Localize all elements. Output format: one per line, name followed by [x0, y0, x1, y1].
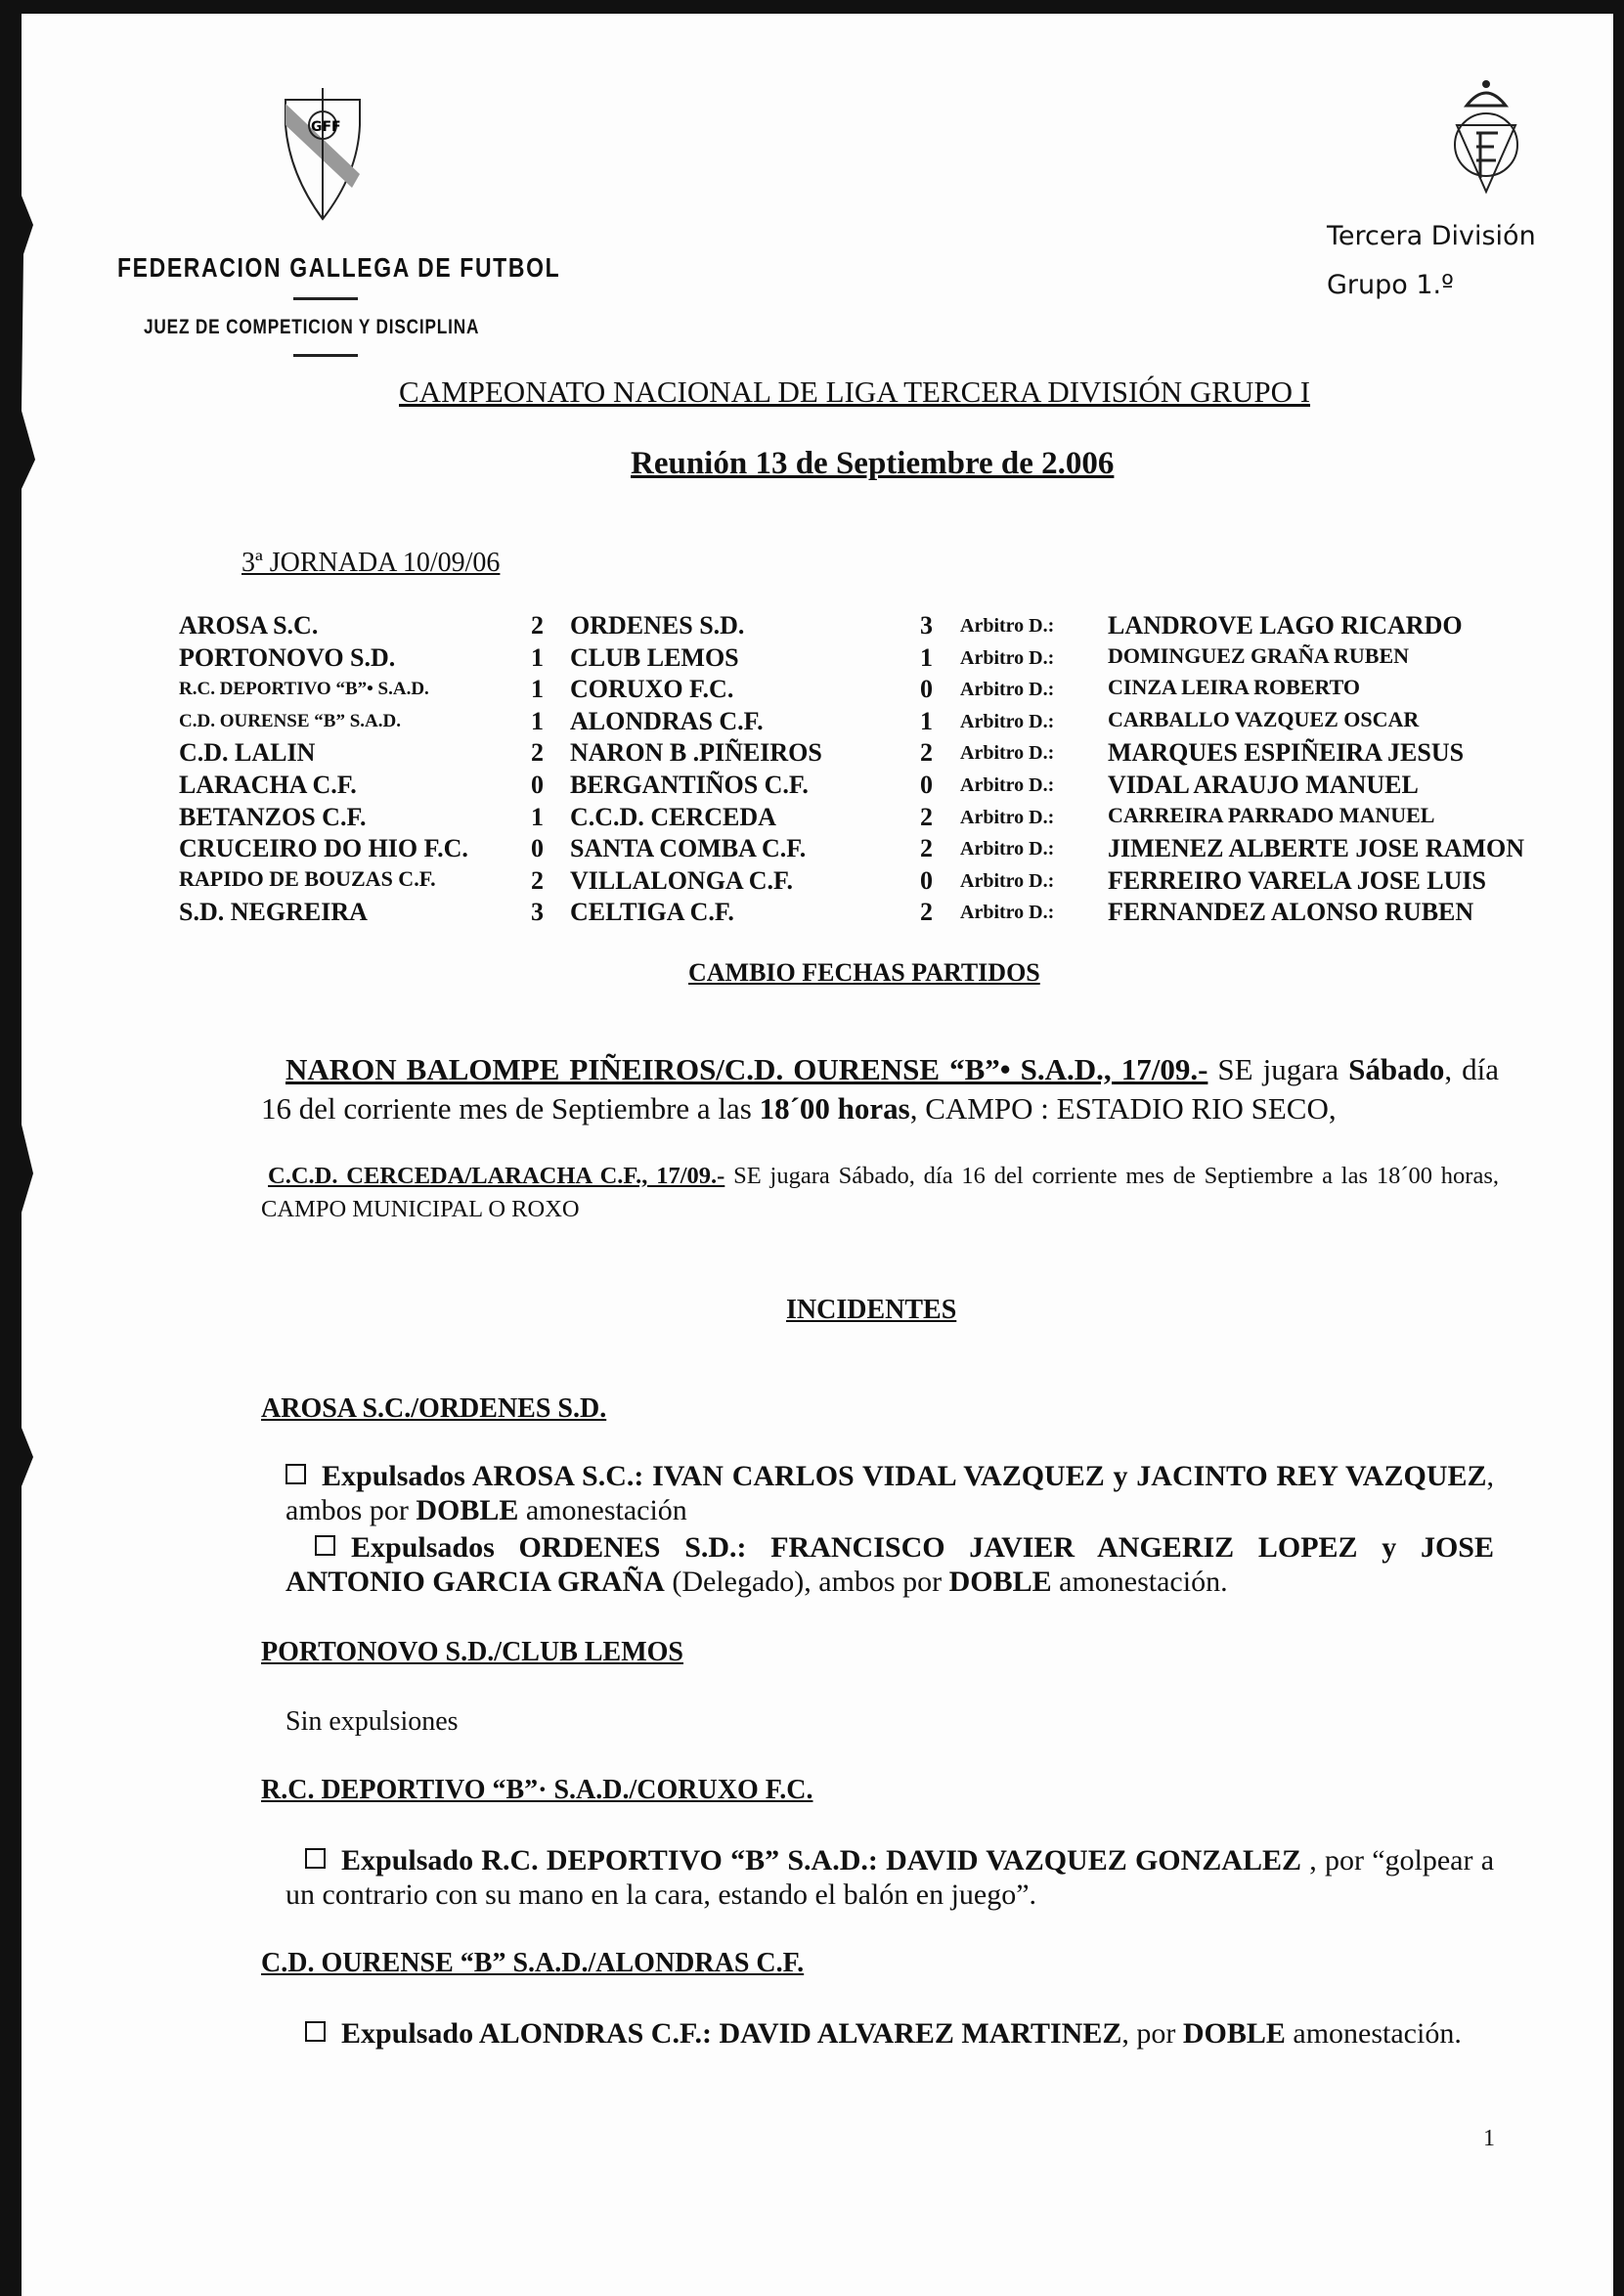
- match-row: [0, 707, 1624, 738]
- home-score: 2: [531, 865, 544, 895]
- home-team: AROSA S.C.: [179, 611, 319, 640]
- incident-bullet: [285, 1843, 1494, 1912]
- incident-bullet: [285, 1530, 1494, 1599]
- match-row: [0, 898, 1624, 929]
- group-label: Grupo 1.º: [1327, 270, 1454, 300]
- referee-label: Arbitro D.:: [960, 838, 1055, 861]
- away-score: 1: [920, 706, 933, 735]
- match-row: [0, 803, 1624, 834]
- schedule-changes-heading: CAMBIO FECHAS PARTIDOS: [688, 958, 1040, 987]
- away-team: CELTIGA C.F.: [570, 898, 734, 927]
- galician-federation-logo: [282, 86, 366, 223]
- home-score: 2: [531, 738, 544, 768]
- checkbox-bullet-icon: [305, 1848, 326, 1869]
- text: DOBLE: [416, 1494, 519, 1526]
- checkbox-bullet-icon: [305, 2021, 326, 2042]
- home-team: C.D. LALIN: [179, 738, 316, 768]
- text: DOBLE: [1182, 2017, 1286, 2050]
- away-team: BERGANTIÑOS C.F.: [570, 771, 809, 799]
- division-label: Tercera División: [1327, 221, 1536, 251]
- text: amonestación.: [1285, 2017, 1462, 2050]
- away-score: 2: [920, 802, 933, 831]
- referee-name: VIDAL ARAUJO MANUEL: [1108, 771, 1419, 799]
- incident-heading: R.C. DEPORTIVO “B”· S.A.D./CORUXO F.C.: [261, 1775, 813, 1805]
- referee-name: FERREIRO VARELA JOSE LUIS: [1108, 865, 1486, 895]
- referee-name: MARQUES ESPIÑEIRA JESUS: [1108, 738, 1465, 768]
- away-score: 3: [920, 611, 933, 640]
- page-number: 1: [1483, 2126, 1495, 2151]
- federation-name: FEDERACION GALLEGA DE FUTBOL: [117, 252, 561, 283]
- away-score: 0: [920, 675, 933, 704]
- away-team: SANTA COMBA C.F.: [570, 834, 807, 863]
- match-row: [0, 611, 1624, 642]
- match-row: [0, 738, 1624, 770]
- away-team: ALONDRAS C.F.: [570, 706, 764, 735]
- away-score: 2: [920, 738, 933, 768]
- away-score: 2: [920, 898, 933, 927]
- incident-bullet: [285, 2016, 1494, 2051]
- text: , ambos por: [804, 1566, 949, 1598]
- checkbox-bullet-icon: [285, 1464, 306, 1484]
- home-team: PORTONOVO S.D.: [179, 642, 396, 672]
- text: amonestación: [518, 1494, 687, 1526]
- match-row: [0, 643, 1624, 675]
- schedule-change-item: [261, 1050, 1499, 1128]
- home-score: 1: [531, 642, 544, 672]
- text: (Delegado): [664, 1566, 805, 1598]
- schedule-change-item: [261, 1160, 1499, 1226]
- home-score: 1: [531, 706, 544, 735]
- match-reference: C.C.D. CERCEDA/LARACHA C.F., 17/09.-: [268, 1163, 725, 1189]
- incident-bullet: [285, 1459, 1494, 1527]
- text: DOBLE: [948, 1566, 1052, 1598]
- away-team: ORDENES S.D.: [570, 611, 745, 640]
- match-row: [0, 866, 1624, 898]
- home-team: R.C. DEPORTIVO “B”• S.A.D.: [179, 679, 429, 700]
- text: amonestación.: [1051, 1566, 1228, 1598]
- home-score: 3: [531, 898, 544, 927]
- judge-name: JUEZ DE COMPETICION Y DISCIPLINA: [144, 316, 480, 338]
- scan-torn-edge: [0, 0, 39, 2296]
- match-row: [0, 834, 1624, 865]
- referee-name: JIMENEZ ALBERTE JOSE RAMON: [1108, 834, 1524, 863]
- away-team: NARON B .PIÑEIROS: [570, 738, 822, 768]
- text: , por: [1121, 2017, 1183, 2050]
- home-team: CRUCEIRO DO HIO F.C.: [179, 834, 468, 863]
- match-row: [0, 771, 1624, 802]
- match-row: [0, 675, 1624, 706]
- text: SE jugara: [1207, 1052, 1349, 1086]
- match-reference: NARON BALOMPE PIÑEIROS/C.D. OURENSE “B”• S.A.D., 17/09.-: [285, 1052, 1208, 1086]
- text: Expulsado ALONDRAS C.F.: DAVID ALVAREZ MARTINEZ: [341, 2017, 1122, 2050]
- home-score: 1: [531, 675, 544, 704]
- text: Expulsados ORDENES S.D.: FRANCISCO JAVIER ANGERIZ LOPEZ y JOSE ANTONIO GARCIA GRAÑA: [285, 1531, 1494, 1598]
- document-page: [14, 14, 1613, 2296]
- home-score: 1: [531, 802, 544, 831]
- home-team: C.D. OURENSE “B” S.A.D.: [179, 710, 401, 731]
- home-team: LARACHA C.F.: [179, 771, 357, 799]
- referee-label: Arbitro D.:: [960, 615, 1055, 637]
- referee-name: FERNANDEZ ALONSO RUBEN: [1108, 898, 1474, 927]
- referee-name: DOMINGUEZ GRAÑA RUBEN: [1108, 642, 1410, 668]
- text: SE jugara Sábado, día 16 del corriente mes de Septiembre a las 18´00 horas, CAMPO MUNICIPAL O ROXO: [261, 1163, 1499, 1222]
- incident-heading: C.D. OURENSE “B” S.A.D./ALONDRAS C.F.: [261, 1948, 805, 1978]
- svg-text:GFF: GFF: [311, 119, 341, 135]
- referee-label: Arbitro D.:: [960, 902, 1055, 924]
- divider: [293, 297, 358, 300]
- away-team: VILLALONGA C.F.: [570, 865, 794, 895]
- referee-name: CINZA LEIRA ROBERTO: [1108, 675, 1361, 700]
- away-team: C.C.D. CERCEDA: [570, 802, 776, 831]
- incident-heading: PORTONOVO S.D./CLUB LEMOS: [261, 1637, 684, 1667]
- referee-label: Arbitro D.:: [960, 646, 1055, 669]
- text: , CAMPO : ESTADIO RIO SECO,: [909, 1091, 1337, 1126]
- home-score: 2: [531, 611, 544, 640]
- referee-label: Arbitro D.:: [960, 774, 1055, 796]
- away-score: 1: [920, 642, 933, 672]
- referee-name: CARBALLO VAZQUEZ OSCAR: [1108, 706, 1420, 731]
- text: Expulsado R.C. DEPORTIVO “B” S.A.D.: DAVID VAZQUEZ GONZALEZ: [341, 1844, 1302, 1877]
- incident-text: Sin expulsiones: [285, 1706, 459, 1737]
- home-score: 0: [531, 771, 544, 799]
- referee-label: Arbitro D.:: [960, 742, 1055, 765]
- incidents-heading: INCIDENTES: [786, 1295, 957, 1325]
- jornada-heading: 3ª JORNADA 10/09/06: [241, 548, 501, 578]
- text: , por “golpear a un contrario con su mano en la cara, estando el balón en juego”.: [285, 1844, 1495, 1911]
- text: , día 16 del corriente mes de Septiembre a las: [261, 1052, 1500, 1126]
- home-score: 0: [531, 834, 544, 863]
- referee-name: CARREIRA PARRADO MANUEL: [1108, 802, 1435, 827]
- text: Sábado: [1348, 1052, 1445, 1086]
- referee-label: Arbitro D.:: [960, 710, 1055, 732]
- checkbox-bullet-icon: [315, 1535, 335, 1556]
- document-title: CAMPEONATO NACIONAL DE LIGA TERCERA DIVISIÓN GRUPO I: [399, 375, 1311, 409]
- home-team: BETANZOS C.F.: [179, 802, 367, 831]
- away-score: 0: [920, 771, 933, 799]
- meeting-date: Reunión 13 de Septiembre de 2.006: [631, 446, 1115, 481]
- referee-label: Arbitro D.:: [960, 679, 1055, 701]
- divider: [293, 354, 358, 357]
- home-team: S.D. NEGREIRA: [179, 898, 368, 927]
- away-score: 0: [920, 865, 933, 895]
- away-team: CORUXO F.C.: [570, 675, 734, 704]
- away-team: CLUB LEMOS: [570, 642, 739, 672]
- away-score: 2: [920, 834, 933, 863]
- rfef-logo: [1445, 76, 1527, 196]
- home-team: RAPIDO DE BOUZAS C.F.: [179, 865, 436, 891]
- text: , ambos por: [285, 1460, 1494, 1526]
- incident-heading: AROSA S.C./ORDENES S.D.: [261, 1393, 607, 1424]
- referee-label: Arbitro D.:: [960, 869, 1055, 892]
- referee-name: LANDROVE LAGO RICARDO: [1108, 611, 1463, 640]
- referee-label: Arbitro D.:: [960, 806, 1055, 828]
- text: 18´00 horas: [759, 1091, 910, 1126]
- text: Expulsados AROSA S.C.: IVAN CARLOS VIDAL VAZQUEZ y JACINTO REY VAZQUEZ: [322, 1460, 1487, 1492]
